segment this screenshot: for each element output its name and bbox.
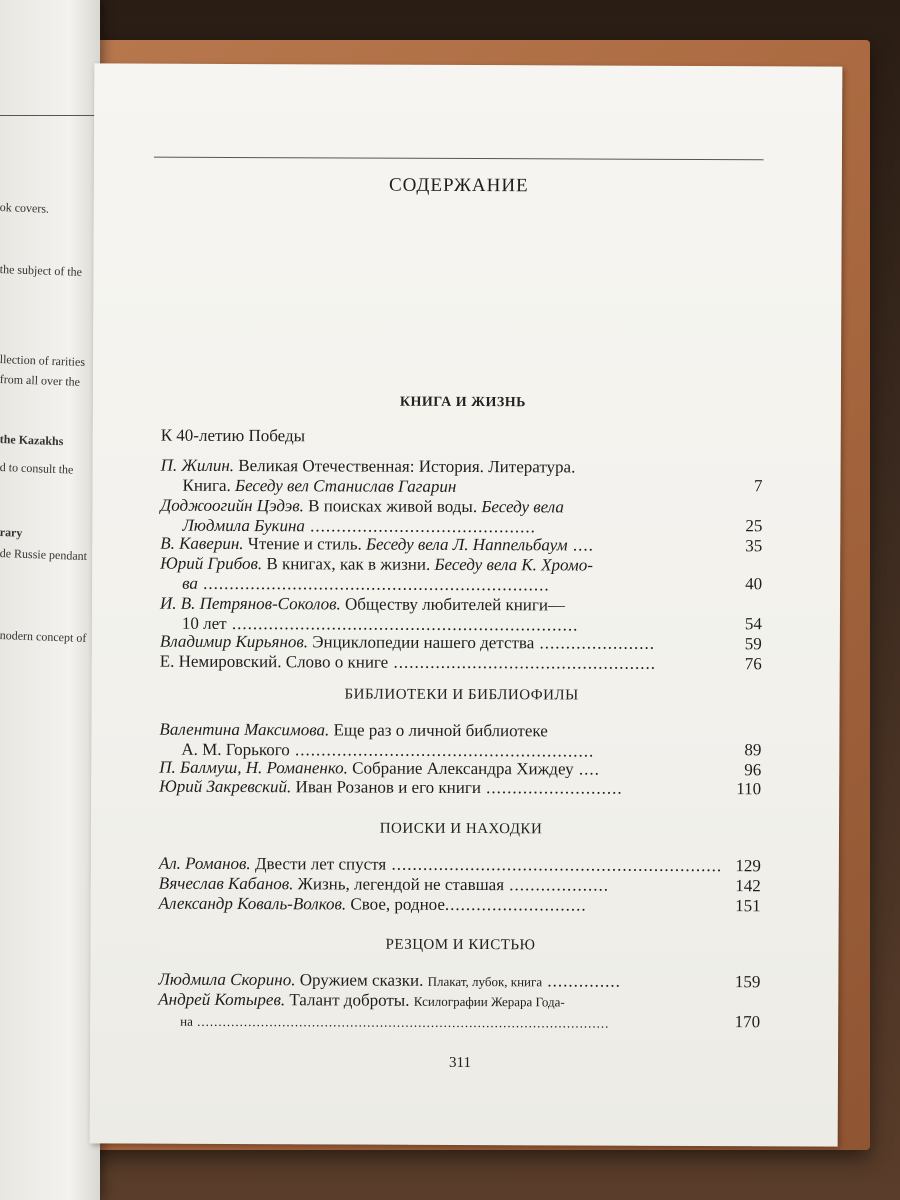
entry-author: Владимир Кирьянов.	[159, 631, 309, 652]
entry-author: Ал. Романов.	[158, 853, 251, 874]
entry-author: Вячеслав Кабанов.	[158, 873, 294, 894]
toc-entry	[159, 720, 729, 762]
entry-note: Беседу вела Л. Наппельбаум	[365, 534, 568, 555]
entry-author: В. Каверин.	[160, 533, 244, 554]
leader-dots: ....	[567, 535, 594, 555]
toc-entry	[158, 990, 728, 1034]
page-title: СОДЕРЖАНИЕ	[388, 174, 529, 197]
entry-title: Великая Отечественная: История. Литература.	[234, 455, 576, 477]
entry-title: Книга.	[182, 475, 236, 495]
left-page-fragment: llection of rarities	[0, 352, 86, 369]
entry-page: 110	[736, 779, 762, 799]
entry-title: Обществу любителей книги—	[340, 594, 566, 615]
leader-dots: ...............................................................	[386, 854, 723, 876]
entry-page: 54	[744, 614, 762, 634]
toc-entry	[159, 777, 729, 799]
entry-page: 40	[745, 574, 763, 594]
entry-page: 142	[735, 876, 761, 896]
leader-dots: .........................................................	[289, 740, 595, 761]
entry-title: Энциклопедии нашего детства	[307, 632, 535, 653]
contents-page	[90, 63, 843, 1146]
entry-author: Валентина Максимова.	[159, 719, 330, 740]
entry-title: Собрание Александра Хиждеу	[347, 758, 574, 779]
entry-author: И. В. Петрянов-Соколов.	[159, 593, 341, 614]
entry-title: Еще раз о личной библиотеке	[329, 720, 548, 741]
left-page	[0, 0, 100, 1200]
entry-title: Свое, родное	[346, 894, 445, 914]
leader-dots: ..........................	[480, 778, 623, 798]
entry-author: П. Балмуш, Н. Романенко.	[159, 757, 349, 778]
entry-author: Юрий Закревский.	[159, 776, 292, 797]
entry-subtitle: Ксилографии Жерара Года-	[413, 993, 565, 1010]
leader-dots: ...........................................	[304, 516, 536, 537]
leader-dots: ......................	[534, 633, 656, 653]
toc-entry	[159, 854, 729, 876]
left-page-fragment: nodern concept of	[0, 628, 87, 646]
toc-entry	[160, 456, 730, 498]
entry-author: Е. Немировский.	[159, 651, 282, 672]
entry-title: Слово о книге	[281, 652, 389, 672]
entry-title: В поисках живой воды.	[303, 496, 482, 517]
entry-title: Чтение и стиль.	[243, 534, 367, 554]
entry-page: 129	[735, 856, 761, 876]
leader-dots: ..................................................................	[197, 573, 550, 595]
entry-note: Беседу вела К. Хромо-	[434, 554, 593, 575]
entry-subtitle: на	[180, 1013, 193, 1029]
entry-page: 7	[753, 476, 763, 496]
top-rule	[154, 157, 764, 161]
section-subheading: К 40-летию Победы	[160, 425, 306, 446]
entry-author: Александр Коваль-Волков.	[158, 893, 347, 914]
leader-dots: ...........................	[444, 894, 587, 915]
entry-page: 25	[745, 516, 763, 536]
toc-entry	[159, 874, 729, 896]
entry-title: Иван Розанов и его книги	[291, 777, 481, 798]
entry-note: ва	[182, 573, 198, 593]
section-heading: ПОИСКИ И НАХОДКИ	[379, 820, 543, 838]
section-heading: БИБЛИОТЕКИ И БИБЛИОФИЛЫ	[344, 686, 579, 704]
entry-page: 96	[744, 760, 762, 780]
section-heading: КНИГА И ЖИЗНЬ	[399, 394, 526, 411]
entry-title: Жизнь, легендой не ставшая	[293, 874, 505, 895]
entry-author: П. Жилин.	[160, 455, 235, 475]
left-page-fragment: the subject of the	[0, 262, 83, 279]
toc-entry	[160, 632, 730, 654]
entry-page: 151	[735, 896, 761, 916]
leader-dots: ....	[573, 759, 600, 779]
entry-title: Талант доброты.	[285, 990, 414, 1010]
entry-title: В книгах, как в жизни.	[262, 554, 435, 574]
entry-page: 170	[734, 1012, 761, 1032]
toc-entry	[160, 594, 730, 636]
entry-author: Людмила Скорино.	[158, 969, 296, 990]
entry-title: А. М. Горького	[181, 739, 290, 760]
left-page-fragment: ok covers.	[0, 200, 50, 216]
entry-page: 76	[744, 654, 762, 674]
entry-page: 159	[734, 972, 761, 992]
leader-dots: ..................................................	[388, 652, 657, 673]
toc-entry	[160, 554, 730, 596]
left-page-fragment: de Russie pendant	[0, 546, 88, 564]
entry-page: 89	[744, 740, 762, 760]
leader-dots: .................................................................................................	[192, 1013, 610, 1031]
left-page-fragment: d to consult the	[0, 460, 74, 477]
toc-entry	[159, 894, 729, 916]
page-number: 311	[448, 1054, 472, 1072]
entry-title: Двести лет спустя	[250, 854, 387, 874]
toc-entry	[160, 496, 730, 538]
left-page-fragment: the Kazakhs	[0, 432, 64, 449]
entry-page: 59	[744, 634, 762, 654]
entry-note: Беседу вела	[481, 497, 565, 517]
entry-note: Людмила Букина	[182, 515, 305, 536]
entry-author: Доджоогийн Цэдэв.	[160, 495, 304, 516]
left-page-fragment: from all over the	[0, 372, 81, 389]
left-page-fragment: rary	[0, 525, 23, 540]
entry-subtitle: Плакат, лубок, книга	[427, 973, 543, 990]
entry-page: 35	[745, 536, 763, 556]
toc-entry	[160, 652, 730, 674]
entry-author: Юрий Грибов.	[160, 553, 263, 574]
left-page-rule	[0, 115, 95, 116]
entry-author: Андрей Котырев.	[158, 989, 286, 1010]
entry-note: Беседу вел Станислав Гагарин	[235, 475, 457, 496]
entry-title: Оружием сказки.	[295, 970, 428, 990]
leader-dots: ..............	[542, 971, 621, 991]
section-heading: РЕЗЦОМ И КИСТЬЮ	[385, 936, 536, 954]
entry-title: 10 лет	[181, 613, 227, 633]
leader-dots: ..................................................................	[226, 613, 579, 635]
toc-entry	[160, 534, 730, 556]
leader-dots: ...................	[504, 875, 610, 895]
